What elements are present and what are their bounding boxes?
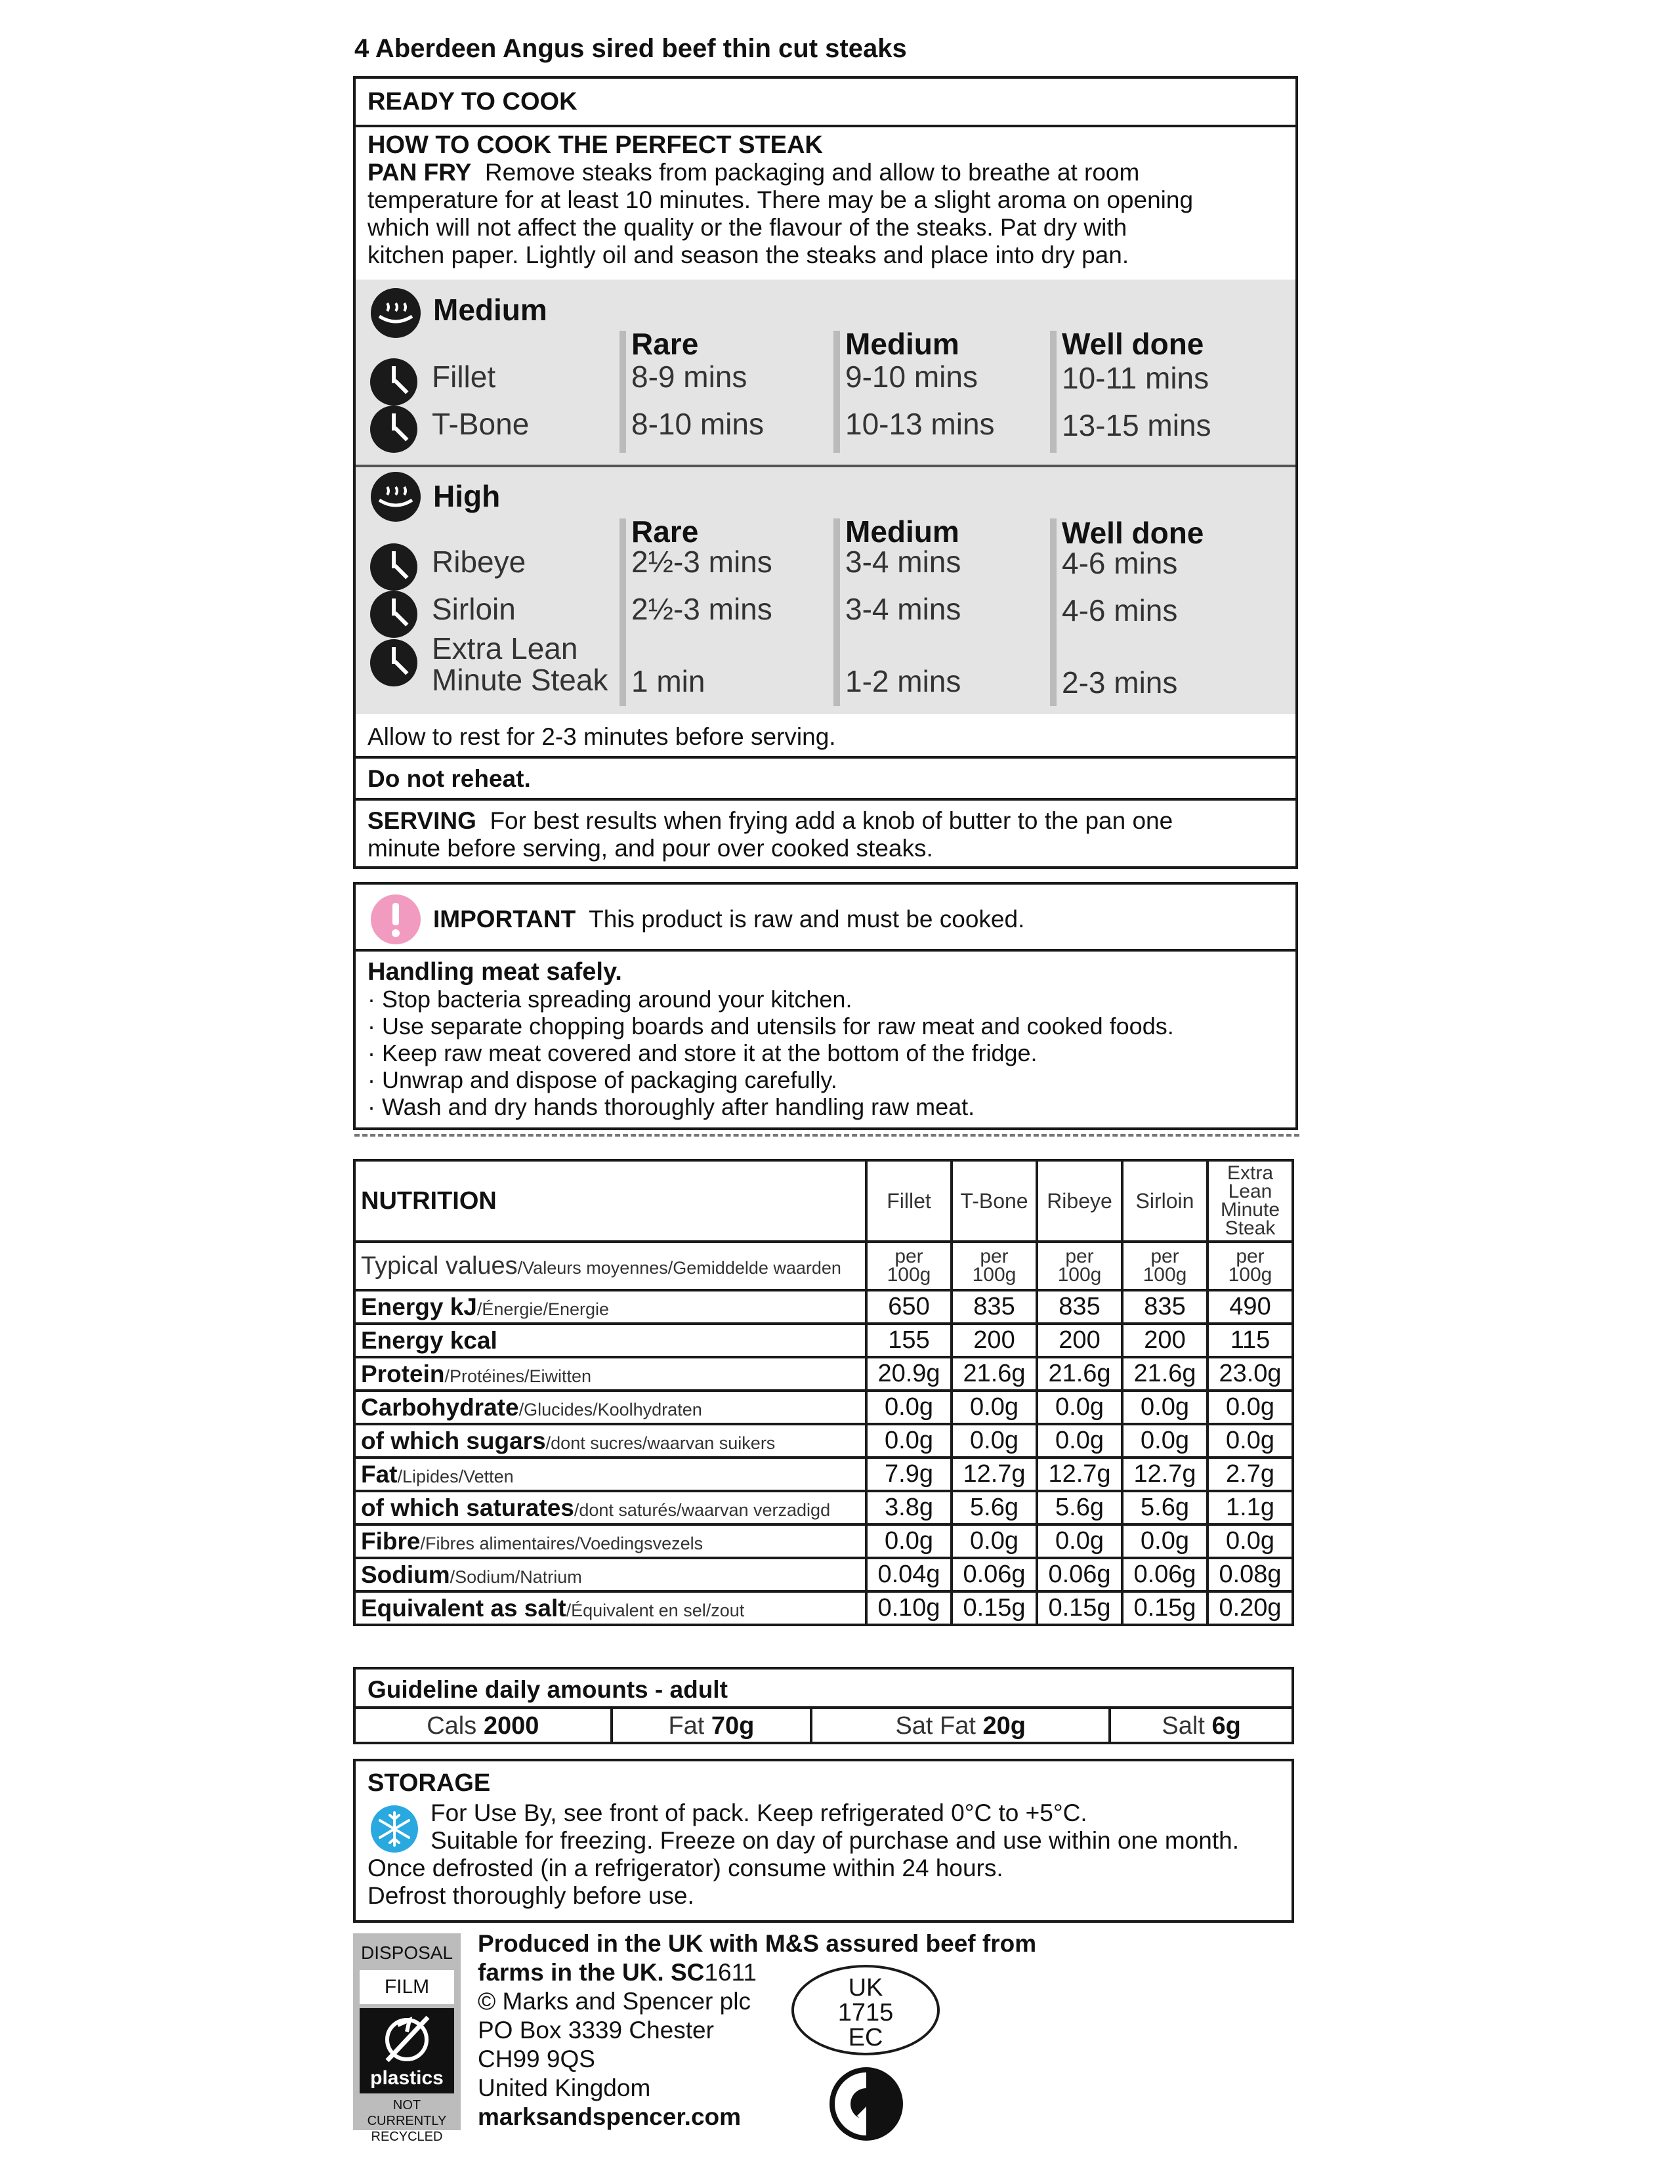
nutrient-value: 0.06g [952, 1558, 1037, 1591]
clock-icon [370, 639, 417, 686]
reheat-note: Do not reheat. [368, 765, 531, 792]
col-medium: Medium [845, 514, 959, 549]
exclamation-icon [370, 894, 421, 945]
gda-heading: Guideline daily amounts - adult [368, 1676, 728, 1703]
nutrient-label: Energy kJ/Énergie/Energie [354, 1290, 866, 1324]
high-heat-section [356, 467, 1295, 714]
time-value: 2½-3 mins [631, 545, 772, 579]
nutrient-value: 5.6g [1122, 1491, 1208, 1524]
nutrient-value: 7.9g [866, 1458, 952, 1491]
producer-info: Produced in the UK with M&S assured beef from farms in the UK. SC1611 © Marks and Spencer plc PO Box 3339 Chester CH99 9QS United Kingdom marksandspencer.com [478, 1930, 1037, 2130]
nutrition-row [354, 1391, 1293, 1424]
nutrient-value: 12.7g [952, 1458, 1037, 1491]
nutrient-value: 21.6g [952, 1357, 1037, 1391]
pan-heat-icon [370, 471, 421, 522]
nutrient-value: 0.0g [952, 1424, 1037, 1458]
green-dot-icon [828, 2066, 904, 2142]
col-t-bone: T-Bone [952, 1160, 1037, 1242]
nutrient-value: 0.10g [866, 1591, 952, 1625]
storage-box [353, 1759, 1294, 1923]
col-ribeye: Ribeye [1037, 1160, 1122, 1242]
clock-icon [370, 543, 417, 591]
list-item: · Wash and dry hands thoroughly after handling raw meat. [368, 1093, 975, 1120]
how-to-cook-heading: HOW TO COOK THE PERFECT STEAK [368, 131, 823, 159]
serving-text: SERVING For best results when frying add a knob of butter to the pan one minute before serving, and pour over cooked steaks. [368, 807, 1173, 862]
clock-icon [370, 358, 417, 406]
medium-heat-section [356, 280, 1295, 465]
time-value: 3-4 mins [845, 545, 961, 579]
nutrition-row [354, 1591, 1293, 1625]
nutrient-value: 2.7g [1208, 1458, 1293, 1491]
nutrient-value: 835 [952, 1290, 1037, 1324]
nutrient-value: 200 [1122, 1324, 1208, 1357]
disposal-badge [353, 1933, 461, 2144]
time-value: 2½-3 mins [631, 592, 772, 626]
list-item: · Keep raw meat covered and store it at the bottom of the fridge. [368, 1040, 1038, 1066]
nutrient-value: 650 [866, 1290, 952, 1324]
nutrient-label: of which sugars/dont sucres/waarvan suikers [354, 1424, 866, 1458]
nutrition-row [354, 1324, 1293, 1357]
cut-fillet: Fillet [432, 360, 496, 394]
nutrient-value: 0.0g [866, 1424, 952, 1458]
nutrition-row [354, 1290, 1293, 1324]
nutrient-value: 5.6g [1037, 1491, 1122, 1524]
nutrient-value: 23.0g [1208, 1357, 1293, 1391]
rest-note: Allow to rest for 2-3 minutes before serving. [368, 723, 836, 750]
nutrient-value: 20.9g [866, 1357, 952, 1391]
nutrient-value: 12.7g [1122, 1458, 1208, 1491]
cooking-instructions-box [353, 76, 1298, 869]
time-value: 4-6 mins [1062, 593, 1178, 627]
pan-heat-icon [370, 287, 421, 339]
nutrient-value: 490 [1208, 1290, 1293, 1324]
time-value: 4-6 mins [1062, 546, 1178, 580]
time-value: 9-10 mins [845, 360, 978, 394]
col-fillet: Fillet [866, 1160, 952, 1242]
plastics-label: plastics [370, 2067, 444, 2089]
col-medium: Medium [845, 327, 959, 361]
nutrition-row [354, 1458, 1293, 1491]
nutrient-value: 200 [952, 1324, 1037, 1357]
nutrient-label: Protein/Protéines/Eiwitten [354, 1357, 866, 1391]
time-value: 13-15 mins [1062, 408, 1211, 442]
nutrient-value: 0.0g [1037, 1524, 1122, 1558]
nutrient-value: 0.0g [1208, 1391, 1293, 1424]
film-label: FILM [360, 1970, 454, 2004]
nutrient-label: Equivalent as salt/Équivalent en sel/zout [354, 1591, 866, 1625]
col-well-done: Well done [1062, 327, 1204, 361]
nutrient-value: 155 [866, 1324, 952, 1357]
nutrient-value: 0.06g [1037, 1558, 1122, 1591]
nutrition-row [354, 1491, 1293, 1524]
clock-icon [370, 591, 417, 638]
important-text: IMPORTANT This product is raw and must be cooked. [433, 906, 1025, 933]
handling-list [368, 986, 1174, 1120]
time-value: 1 min [631, 664, 705, 698]
time-value: 2-3 mins [1062, 665, 1178, 700]
handling-heading: Handling meat safely. [368, 958, 622, 986]
nutrient-value: 1.1g [1208, 1491, 1293, 1524]
nutrient-label: Carbohydrate/Glucides/Koolhydraten [354, 1391, 866, 1424]
gda-box [353, 1667, 1294, 1744]
gda-fat: Fat 70g [612, 1709, 812, 1743]
nutrient-value: 115 [1208, 1324, 1293, 1357]
cut-sirloin: Sirloin [432, 592, 516, 626]
storage-heading: STORAGE [368, 1769, 491, 1797]
nutrient-value: 0.20g [1208, 1591, 1293, 1625]
nutrient-value: 0.0g [866, 1391, 952, 1424]
nutrient-value: 5.6g [952, 1491, 1037, 1524]
nutrient-value: 21.6g [1122, 1357, 1208, 1391]
cut-ribeye: Ribeye [432, 545, 526, 579]
nutrition-heading: NUTRITION [354, 1160, 866, 1242]
product-title: 4 Aberdeen Angus sired beef thin cut steaks [354, 34, 907, 63]
clock-icon [370, 406, 417, 453]
pan-fry-text: PAN FRY Remove steaks from packaging and allow to breathe at room temperature for at least 10 minutes. There may be a slight aroma on opening which will not affect the quality or the flavour of the steaks. Pat dry with kitchen paper. Lightly oil and season the steaks and place into dry pan. [368, 159, 1194, 268]
time-value: 10-11 mins [1062, 361, 1209, 395]
nutrient-value: 0.15g [1037, 1591, 1122, 1625]
nutrient-value: 3.8g [866, 1491, 952, 1524]
col-rare: Rare [631, 327, 699, 361]
nutrient-value: 0.06g [1122, 1558, 1208, 1591]
gda-salt: Salt 6g [1162, 1712, 1241, 1740]
cut-t-bone: T-Bone [432, 407, 530, 441]
nutrient-value: 835 [1122, 1290, 1208, 1324]
nutrient-value: 0.0g [1122, 1524, 1208, 1558]
nutrient-value: 0.0g [1208, 1524, 1293, 1558]
not-recycled-label: RECYCLED [371, 2130, 443, 2144]
time-value: 10-13 mins [845, 407, 995, 441]
ready-to-cook-heading: READY TO COOK [368, 88, 578, 116]
col-rare: Rare [631, 514, 699, 549]
typical-values-label: Typical values/Valeurs moyennes/Gemiddelde waarden [354, 1242, 866, 1290]
nutrient-label: Fat/Lipides/Vetten [354, 1458, 866, 1491]
nutrient-value: 0.04g [866, 1558, 952, 1591]
nutrient-label: Energy kcal [354, 1324, 866, 1357]
nutrient-value: 0.0g [1208, 1424, 1293, 1458]
not-recycled-icon [378, 2012, 436, 2067]
nutrition-row [354, 1424, 1293, 1458]
nutrient-label: of which saturates/dont saturés/waarvan verzadigd [354, 1491, 866, 1524]
nutrition-row [354, 1357, 1293, 1391]
health-mark: UK 1715 EC [791, 1965, 940, 2055]
medium-heat-label: Medium [433, 293, 547, 327]
time-value: 8-10 mins [631, 407, 764, 441]
not-recycled-label: NOT CURRENTLY [367, 2098, 447, 2128]
nutrient-label: Sodium/Sodium/Natrium [354, 1558, 866, 1591]
nutrient-value: 0.0g [1122, 1424, 1208, 1458]
nutrient-value: 0.08g [1208, 1558, 1293, 1591]
nutrient-value: 200 [1037, 1324, 1122, 1357]
nutrition-table: NUTRITION Fillet T-Bone Ribeye Sirloin Extra Lean Minute Steak Typical values/Valeurs moyennes/Gemiddelde waarden per 100g per 100g per 100g per 100g per 100g Energy kJ/Énergie/Energie 650 835 835 835 490 Energy kcal 155 200 200 200 115 Protein/Protéines/Eiwitten 20.9g 21.6g 21.6g 21.6g 23.0g Carbohydrate/Glucides/Koolhydraten 0.0g 0.0g 0.0g 0.0g 0.0g of which sugars/dont sucres/waarvan suikers 0.0g 0.0g 0.0g 0.0g 0.0g Fat/Lipides/Vetten 7.9g 12.7g 12.7g 12.7g 2.7g of which saturates/dont saturés/waarvan verzadigd 3.8g 5.6g 5.6g 5.6g 1.1g Fibre/Fibres alimentaires/Voedingsvezels 0.0g 0.0g 0.0g 0.0g 0.0g Sodium/Sodium/Natrium 0.04g 0.06g 0.06g 0.06g 0.08g Equivalent as salt/Équivalent en sel/zout 0.10g 0.15g 0.15g 0.15g 0.20g [353, 1159, 1294, 1626]
col-sirloin: Sirloin [1122, 1160, 1208, 1242]
high-heat-label: High [433, 479, 501, 513]
time-value: 1-2 mins [845, 664, 961, 698]
list-item: · Stop bacteria spreading around your kitchen. [368, 986, 852, 1013]
important-box [353, 882, 1298, 1130]
list-item: · Use separate chopping boards and utensils for raw meat and cooked foods. [368, 1013, 1174, 1040]
nutrient-value: 0.0g [952, 1524, 1037, 1558]
time-value: 8-9 mins [631, 360, 747, 394]
nutrient-value: 0.0g [1037, 1424, 1122, 1458]
nutrient-value: 0.0g [866, 1524, 952, 1558]
storage-text: For Use By, see front of pack. Keep refrigerated 0°C to +5°C. Suitable for freezing. Freeze on day of purchase and use within one month. Once defrosted (in a refrigerator) consume within 24 hours. Defrost thoroughly before use. [368, 1799, 1240, 1909]
disposal-label: DISPOSAL [360, 1942, 453, 1963]
nutrient-value: 0.15g [1122, 1591, 1208, 1625]
nutrition-row [354, 1524, 1293, 1558]
col-extra-lean: Extra Lean Minute Steak [1208, 1160, 1293, 1242]
nutrition-row [354, 1558, 1293, 1591]
nutrient-value: 835 [1037, 1290, 1122, 1324]
nutrient-value: 0.0g [1037, 1391, 1122, 1424]
nutrient-value: 0.0g [1122, 1391, 1208, 1424]
gda-sat-fat: Sat Fat 20g [811, 1709, 1110, 1743]
cut-extra-lean: Extra Lean Minute Steak [432, 631, 608, 697]
col-well-done: Well done [1062, 516, 1204, 550]
nutrient-value: 12.7g [1037, 1458, 1122, 1491]
list-item: · Unwrap and dispose of packaging carefully. [368, 1066, 837, 1093]
gda-cals: Cals 2000 [356, 1709, 612, 1743]
nutrient-value: 0.15g [952, 1591, 1037, 1625]
nutrient-value: 21.6g [1037, 1357, 1122, 1391]
nutrient-value: 0.0g [952, 1391, 1037, 1424]
time-value: 3-4 mins [845, 592, 961, 626]
nutrient-label: Fibre/Fibres alimentaires/Voedingsvezels [354, 1524, 866, 1558]
